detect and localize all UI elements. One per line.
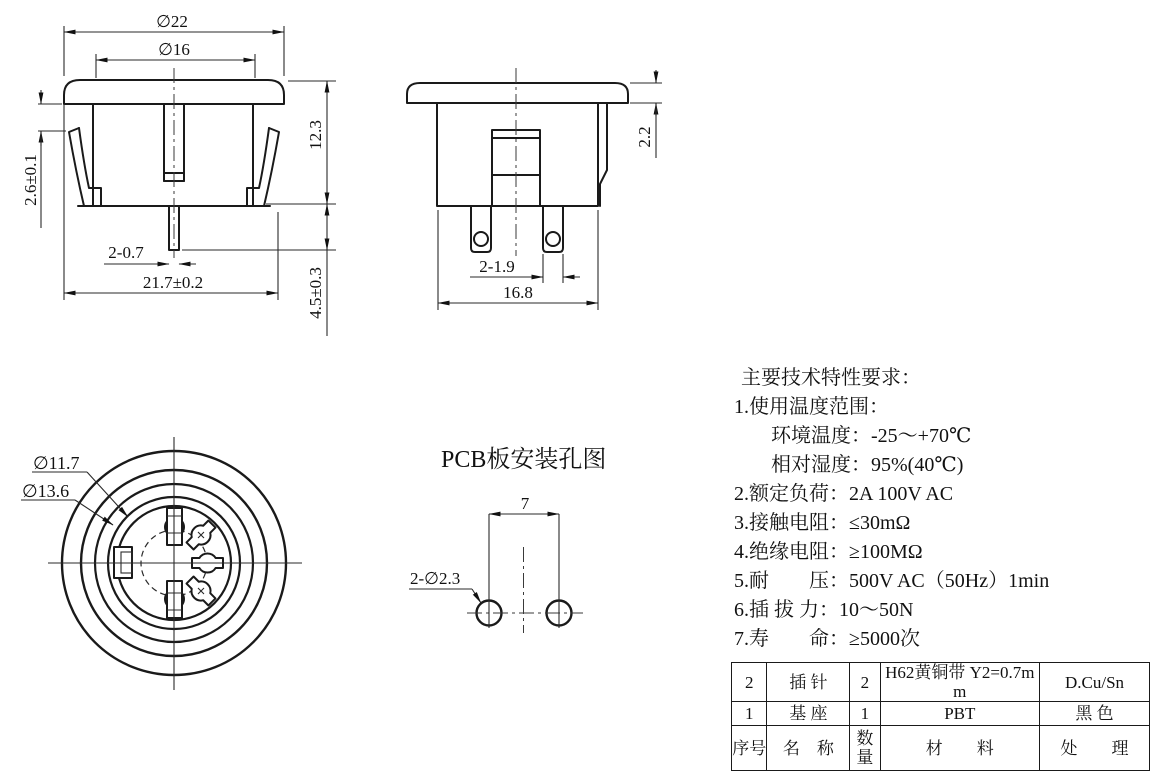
pcb-centerlines <box>467 547 583 633</box>
spec-line: 4.绝缘电阻：≥100MΩ <box>734 541 923 563</box>
side-right-pin <box>543 206 563 252</box>
cell-qty: 1 <box>850 702 880 726</box>
spec-line: 2.额定负荷：2A 100V AC <box>734 483 954 505</box>
cell-qty: 2 <box>850 663 880 702</box>
header-material: 材 料 <box>880 726 1040 771</box>
header-part-name: 名 称 <box>767 726 850 771</box>
dim-pin-length: 4.5±0.3 <box>306 267 325 319</box>
tech-specs-title: 主要技术特性要求： <box>741 367 921 389</box>
dim-cap-dia: ∅22 <box>156 12 188 31</box>
side-body <box>437 103 607 206</box>
label-outer-dia: ∅13.6 <box>22 481 70 501</box>
side-dimensions <box>438 70 662 310</box>
header-seq: 序号 <box>732 726 767 771</box>
cell-part-name: 基 座 <box>767 702 850 726</box>
side-left-pin <box>471 206 491 252</box>
table-header-row <box>732 726 1150 771</box>
pcb-title: PCB板安装孔图 <box>441 447 607 473</box>
dim-body-dia: ∅16 <box>158 40 190 59</box>
dim-hole-size: 2-∅2.3 <box>410 569 461 588</box>
spec-line: 1.使用温度范围： <box>734 396 889 418</box>
dim-clip-span: 21.7±0.2 <box>142 273 204 292</box>
dim-cap-height: 2.2 <box>635 126 654 148</box>
header-qty: 数量 <box>850 726 880 771</box>
spec-line: 5.耐 压：500V AC（50Hz）1min <box>734 570 1050 592</box>
header-finish: 处 理 <box>1040 726 1150 771</box>
dim-flange-gap: 2.6±0.1 <box>21 154 40 206</box>
side-cap <box>407 83 628 103</box>
spec-line: 3.接触电阻：≤30mΩ <box>734 512 911 534</box>
label-inner-dia: ∅11.7 <box>33 453 80 473</box>
dim-side-pin-width: 2-1.9 <box>479 257 515 276</box>
face-crosshair <box>48 437 302 690</box>
dim-body-width: 16.8 <box>503 283 533 302</box>
dim-pin-width: 2-0.7 <box>108 243 144 262</box>
front-left-clip <box>69 128 101 206</box>
table-row <box>732 663 1150 702</box>
cell-seq: 1 <box>732 702 767 726</box>
face-view <box>21 437 302 690</box>
cell-seq: 2 <box>732 663 767 702</box>
dim-hole-pitch: 7 <box>520 494 530 513</box>
tech-specs-block <box>734 364 1144 654</box>
pcb-dimensions <box>409 494 559 628</box>
front-right-clip <box>247 128 279 206</box>
side-view <box>407 68 662 310</box>
spec-line: 7.寿 命：≥5000次 <box>734 628 920 650</box>
cell-material: PBT <box>880 702 1040 726</box>
table-row <box>732 702 1150 726</box>
dim-height: 12.3 <box>306 120 325 150</box>
cell-finish: 黑 色 <box>1040 702 1150 726</box>
cell-part-name: 插 针 <box>767 663 850 702</box>
spec-line: 6.插 拔 力：10～50N <box>734 599 914 621</box>
front-view <box>21 12 336 336</box>
parts-table <box>731 662 1150 771</box>
cell-finish: D.Cu/Sn <box>1040 663 1150 702</box>
spec-line: 相对湿度：95%(40℃) <box>771 454 964 476</box>
spec-line: 环境温度：-25～+70℃ <box>771 425 972 447</box>
pcb-view <box>409 446 606 633</box>
cell-material: H62黄铜带 Y2=0.7mm <box>880 663 1040 702</box>
